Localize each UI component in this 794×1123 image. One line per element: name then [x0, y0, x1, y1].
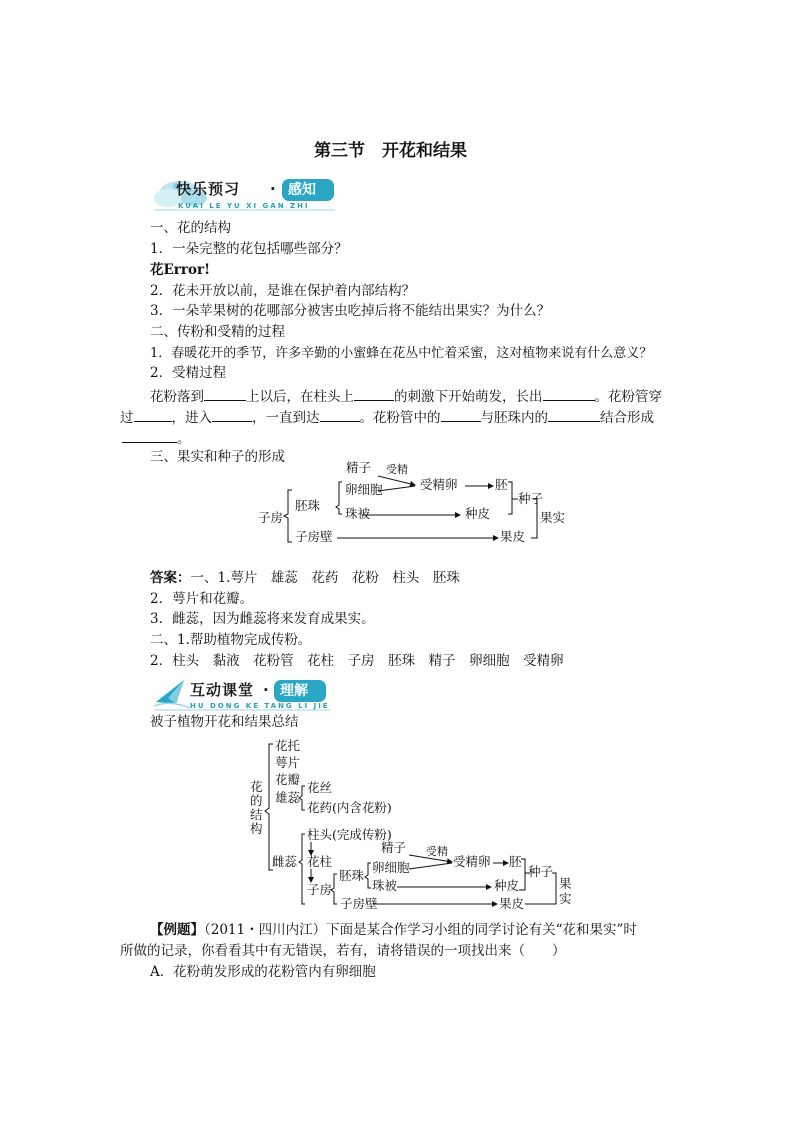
blank[interactable] — [204, 388, 246, 401]
heading-fruit-seed: 三、果实和种子的形成 — [150, 449, 285, 465]
blank[interactable] — [548, 409, 600, 422]
fill-line-1: 花粉落到 上以后，在柱头上 的刺激下开始萌发，长出 。花粉管穿 — [150, 389, 662, 405]
label-huazhu: 花柱 — [307, 854, 333, 869]
label-zhongpi: 种皮 — [465, 506, 491, 521]
label-zhutou: 柱头(完成传粉) — [307, 827, 392, 842]
example-line-2: 所做的记录，你看看其中有无错误，若有，请将错误的一项找出来（ ） — [120, 943, 566, 959]
label-shoujingluan: 受精卵 — [453, 854, 491, 869]
label-peizhu: 胚珠 — [295, 498, 321, 513]
banner-tag: 理解 — [280, 683, 308, 699]
label-zhongzi: 种子 — [528, 864, 554, 879]
answer-line-4: 二、1.帮助植物完成传粉。 — [150, 632, 312, 648]
label-shoujing: 受精 — [426, 845, 448, 858]
label-shoujing: 受精 — [386, 463, 408, 476]
banner-pinyin: HU DONG KE TANG LI JIE — [190, 702, 330, 710]
question-3: 3．一朵苹果树的花哪部分被害虫吃掉后将不能结出果实？为什么？ — [150, 303, 551, 319]
question-1-answer: 花Error! — [150, 262, 211, 278]
answer-line-3: 3．雌蕊，因为雌蕊将来发育成果实。 — [150, 611, 375, 627]
label-xiongrui: 雄蕊 — [275, 790, 301, 805]
page-title: 第三节 开花和结果 — [314, 141, 467, 161]
label-cirui: 雌蕊 — [272, 854, 298, 869]
heading-pollination: 二、传粉和受精的过程 — [150, 324, 285, 340]
blank[interactable] — [320, 409, 360, 422]
banner-kuaile-yuxi — [150, 172, 340, 216]
blank[interactable] — [122, 430, 177, 443]
blank[interactable] — [134, 409, 172, 422]
label-huatuo: 花托 — [275, 738, 301, 753]
answer-line-2: 2．萼片和花瓣。 — [150, 591, 254, 607]
label-hua-de-jiegou: 花 的 结 构 — [250, 779, 263, 836]
example-option-a: A．花粉萌发形成的花粉管内有卵细胞 — [150, 964, 376, 980]
fill-line-3: 。 — [122, 430, 191, 447]
question-1: 1．一朵完整的花包括哪些部分？ — [150, 241, 348, 257]
label-huayao: 花药(内含花粉) — [307, 800, 392, 815]
fruit-formation-diagram — [250, 462, 580, 552]
example-line-1: 【例题】（2011・四川内江）下面是某合作学习小组的同学讨论有关“花和果实”时 — [150, 922, 637, 938]
label-zifang: 子房 — [307, 882, 333, 897]
label-zifangbi: 子房壁 — [340, 896, 378, 911]
label-huaban: 花瓣 — [275, 772, 301, 787]
label-epian: 萼片 — [275, 755, 301, 770]
banner-dot: · — [263, 681, 270, 699]
blank[interactable] — [212, 409, 252, 422]
blank[interactable] — [354, 388, 394, 401]
banner-dot: · — [270, 180, 277, 198]
label-pei: 胚 — [509, 854, 522, 869]
label-shoujingluan: 受精卵 — [420, 477, 458, 492]
question-4: 1．春暖花开的季节，许多辛勤的小蜜蜂在花丛中忙着采蜜，这对植物来说有什么意义？ — [150, 346, 653, 361]
label-guoshi: 果 实 — [559, 876, 572, 906]
blank[interactable] — [543, 388, 595, 401]
question-2: 2．花未开放以前，是谁在保护着内部结构？ — [150, 283, 416, 299]
label-jingzi: 精子 — [381, 840, 407, 855]
label-guopi: 果皮 — [499, 896, 525, 911]
label-zhubei: 珠被 — [372, 878, 398, 893]
label-zhubei: 珠被 — [345, 506, 371, 521]
label-pei: 胚 — [495, 477, 508, 492]
banner-title: 互动课堂 — [190, 681, 255, 699]
label-zifangbi: 子房壁 — [295, 529, 333, 544]
blank[interactable] — [441, 409, 481, 422]
label-guopi: 果皮 — [500, 529, 526, 544]
banner-title: 快乐预习 — [176, 180, 241, 198]
fill-line-2: 过 ，进入 ，一直到达 。花粉管中的 与胚珠内的 结合形成 — [120, 410, 654, 426]
label-guoshi: 果实 — [540, 510, 566, 525]
label-peizhu: 胚珠 — [339, 868, 365, 883]
summary-title: 被子植物开花和结果总结 — [150, 714, 299, 730]
label-luanxibao: 卵细胞 — [345, 482, 383, 497]
label-jingzi: 精子 — [346, 460, 372, 475]
answer-line-1: 答案：一、1.萼片 雄蕊 花药 花粉 柱头 胚珠 — [150, 570, 460, 586]
question-5: 2．受精过程 — [150, 365, 227, 381]
answer-line-5: 2．柱头 黏液 花粉管 花柱 子房 胚珠 精子 卵细胞 受精卵 — [150, 653, 564, 669]
label-luanxibao: 卵细胞 — [372, 860, 410, 875]
label-zhongzi: 种子 — [518, 491, 544, 506]
banner-hudong-ketang — [150, 674, 340, 714]
banner-pinyin: KUAI LE YU XI GAN ZHI — [178, 202, 310, 210]
flower-structure-diagram — [245, 738, 590, 916]
label-zifang: 子房 — [258, 510, 284, 525]
banner-tag: 感知 — [288, 182, 316, 198]
label-zhongpi: 种皮 — [494, 878, 520, 893]
heading-flower-structure: 一、花的结构 — [150, 220, 231, 236]
label-huasi: 花丝 — [307, 780, 333, 795]
